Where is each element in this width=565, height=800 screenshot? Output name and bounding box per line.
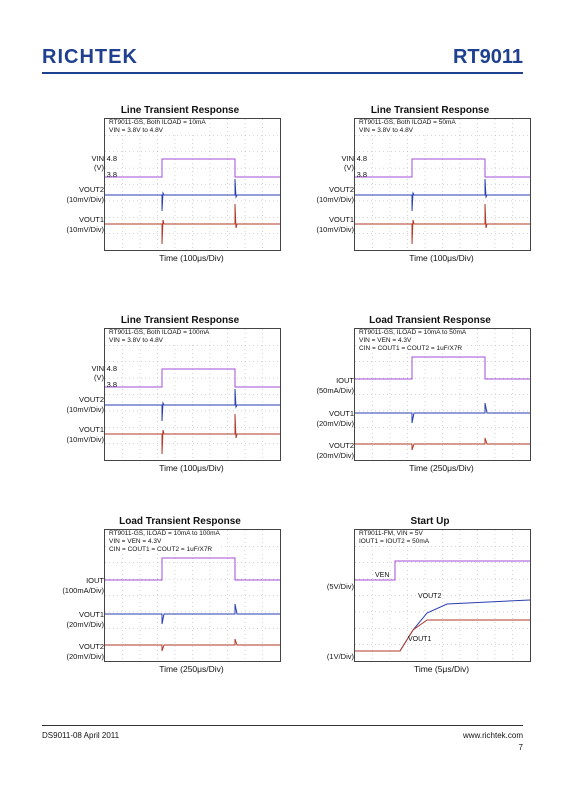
vout1-trace [105, 414, 280, 454]
vout1-scale: (20mV/Div) [66, 620, 104, 629]
richtek-logo: RICHTEK [42, 46, 138, 68]
vin-high-value: 4.8 [106, 154, 117, 163]
vin-unit: (V) [94, 163, 104, 172]
test-conditions [108, 329, 210, 345]
header-divider [42, 72, 523, 74]
test-conditions [108, 119, 207, 135]
vout1-label: VOUT1 [328, 215, 354, 224]
vout1-label: VOUT1 [78, 425, 104, 434]
page-number: 7 [518, 743, 523, 752]
vin-label: VIN [91, 154, 104, 163]
vin-low-value: 3.8 [106, 380, 117, 389]
vout2-scale: (10mV/Div) [316, 195, 354, 204]
vout2-label: VOUT2 [78, 185, 104, 194]
vout2-scale: (10mV/Div) [66, 195, 104, 204]
vin-label: VIN [341, 154, 354, 163]
condition-line: RT9011-FM, VIN = 5V [359, 530, 423, 537]
condition-line: IOUT1 = IOUT2 = 50mA [359, 538, 430, 545]
vin-label: VIN [91, 364, 104, 373]
vout1-scale: (20mV/Div) [316, 419, 354, 428]
vout2-trace [355, 600, 530, 651]
scope-screen [104, 328, 281, 461]
x-axis-label: Time (100μs/Div) [159, 253, 224, 263]
vout2-trace [105, 639, 280, 651]
vin-high-value: 4.8 [356, 154, 367, 163]
test-conditions [358, 329, 467, 353]
panel-title: Line Transient Response [120, 105, 240, 116]
vout2-trace-label: VOUT2 [418, 593, 442, 600]
scope-screen [354, 118, 531, 251]
vout1-scale: (10mV/Div) [316, 225, 354, 234]
condition-line: CIN = COUT1 = COUT2 = 1uF/X7R [109, 546, 213, 553]
panel-title: Start Up [410, 516, 450, 527]
panel-title: Load Transient Response [119, 516, 241, 527]
vin-low-value: 3.8 [356, 170, 367, 179]
vout1-trace-label: VOUT1 [408, 636, 432, 643]
panel-title: Line Transient Response [120, 315, 240, 326]
vout1-scale: (10mV/Div) [66, 225, 104, 234]
panel-load-transient-100ma [55, 516, 305, 686]
vout2-trace [355, 438, 530, 450]
x-axis-label: Time (250μs/Div) [409, 463, 474, 473]
iout-scale: (100mA/Div) [62, 586, 104, 595]
condition-line: VIN = 3.8V to 4.8V [109, 337, 164, 344]
panel-load-transient-50ma [305, 315, 555, 485]
part-number: RT9011 [452, 46, 523, 68]
vin-unit: (V) [94, 373, 104, 382]
condition-line: RT9011-GS, ILOAD = 10mA to 50mA [359, 329, 467, 336]
x-axis-label: Time (100μs/Div) [159, 463, 224, 473]
panel-line-transient-50ma [305, 105, 555, 275]
vout2-scale: (20mV/Div) [316, 451, 354, 460]
iout-label: IOUT [336, 376, 354, 385]
vin-high-value: 4.8 [106, 364, 117, 373]
ven-scale: (5V/Div) [326, 582, 354, 591]
scope-plot [105, 329, 280, 460]
x-axis-label: Time (100μs/Div) [409, 253, 474, 263]
panel-title: Load Transient Response [369, 315, 491, 326]
x-axis-label: Time (5μs/Div) [413, 664, 470, 674]
condition-line: RT9011-GS, Both ILOAD = 10mA [109, 119, 206, 126]
test-conditions [358, 119, 457, 135]
scope-screen [104, 118, 281, 251]
iout-trace [105, 558, 280, 580]
panel-title: Line Transient Response [370, 105, 490, 116]
scope-plot [355, 119, 530, 250]
iout-scale: (50mA/Div) [316, 386, 354, 395]
vout1-label: VOUT1 [78, 215, 104, 224]
ven-trace-label: VEN [375, 572, 390, 579]
test-conditions [108, 530, 221, 554]
vout2-label: VOUT2 [78, 642, 104, 651]
vout1-label: VOUT1 [328, 409, 354, 418]
vout1-trace [105, 204, 280, 244]
panel-line-transient-10ma [55, 105, 305, 275]
condition-line: CIN = COUT1 = COUT2 = 1uF/X7R [359, 345, 463, 352]
scope-screen [354, 529, 531, 662]
document-number: DS9011-08 April 2011 [42, 731, 120, 740]
condition-line: RT9011-GS, ILOAD = 10mA to 100mA [109, 530, 220, 537]
vin-unit: (V) [344, 163, 354, 172]
vout1-scale: (10mV/Div) [66, 435, 104, 444]
vout2-scale: (10mV/Div) [66, 405, 104, 414]
panel-start-up [305, 516, 555, 686]
iout-label: IOUT [86, 576, 104, 585]
test-conditions [358, 530, 430, 546]
condition-line: VIN = 3.8V to 4.8V [109, 127, 164, 134]
vout1-trace [355, 204, 530, 244]
scope-plot [105, 119, 280, 250]
condition-line: VIN = 3.8V to 4.8V [359, 127, 414, 134]
iout-trace [355, 357, 530, 379]
vout2-scale: (20mV/Div) [66, 652, 104, 661]
vout1-label: VOUT1 [78, 610, 104, 619]
condition-line: RT9011-GS, Both ILOAD = 100mA [109, 329, 210, 336]
vout2-label: VOUT2 [328, 441, 354, 450]
vin-low-value: 3.8 [106, 170, 117, 179]
x-axis-label: Time (250μs/Div) [159, 664, 224, 674]
footer-divider [42, 725, 523, 726]
panel-line-transient-100ma [55, 315, 305, 485]
vout-scale: (1V/Div) [326, 652, 354, 661]
condition-line: RT9011-GS, Both ILOAD = 50mA [359, 119, 456, 126]
vout2-label: VOUT2 [328, 185, 354, 194]
website-link[interactable]: www.richtek.com [462, 731, 523, 740]
scope-plot [355, 530, 530, 661]
condition-line: VIN = VEN = 4.3V [359, 337, 412, 344]
condition-line: VIN = VEN = 4.3V [109, 538, 162, 545]
vout2-label: VOUT2 [78, 395, 104, 404]
